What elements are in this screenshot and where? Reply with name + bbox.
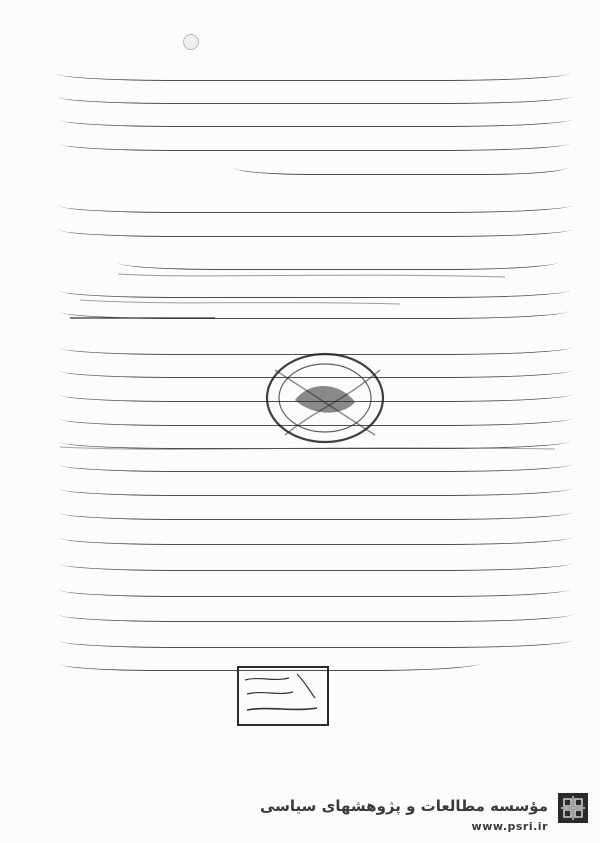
handwritten-line [60, 198, 572, 213]
handwritten-line [60, 505, 572, 520]
footer [0, 787, 600, 843]
handwritten-line [58, 89, 573, 104]
handwritten-line [60, 112, 572, 127]
official-seal [255, 340, 395, 455]
handwritten-line [60, 136, 570, 151]
psri-emblem-icon [558, 793, 588, 823]
handwritten-line [60, 304, 568, 319]
reference-box [237, 666, 329, 726]
handwritten-line [118, 255, 558, 270]
handwritten-line [58, 66, 570, 81]
handwritten-line [60, 481, 572, 496]
handwritten-line [60, 556, 572, 571]
oval-seal-icon [255, 340, 395, 455]
organization-name: مؤسسه مطالعات و پژوهشهای سیاسی [259, 797, 548, 815]
punch-hole-icon [183, 34, 199, 50]
reference-scribble [239, 668, 323, 720]
handwritten-line [60, 633, 572, 648]
organization-website[interactable]: www.psri.ir [471, 820, 548, 833]
handwritten-line [60, 222, 572, 237]
handwritten-line [60, 530, 572, 545]
handwritten-line [60, 457, 572, 472]
handwritten-line [60, 607, 572, 622]
handwritten-line [235, 160, 568, 175]
handwritten-line [60, 582, 570, 597]
handwritten-line [60, 283, 570, 298]
